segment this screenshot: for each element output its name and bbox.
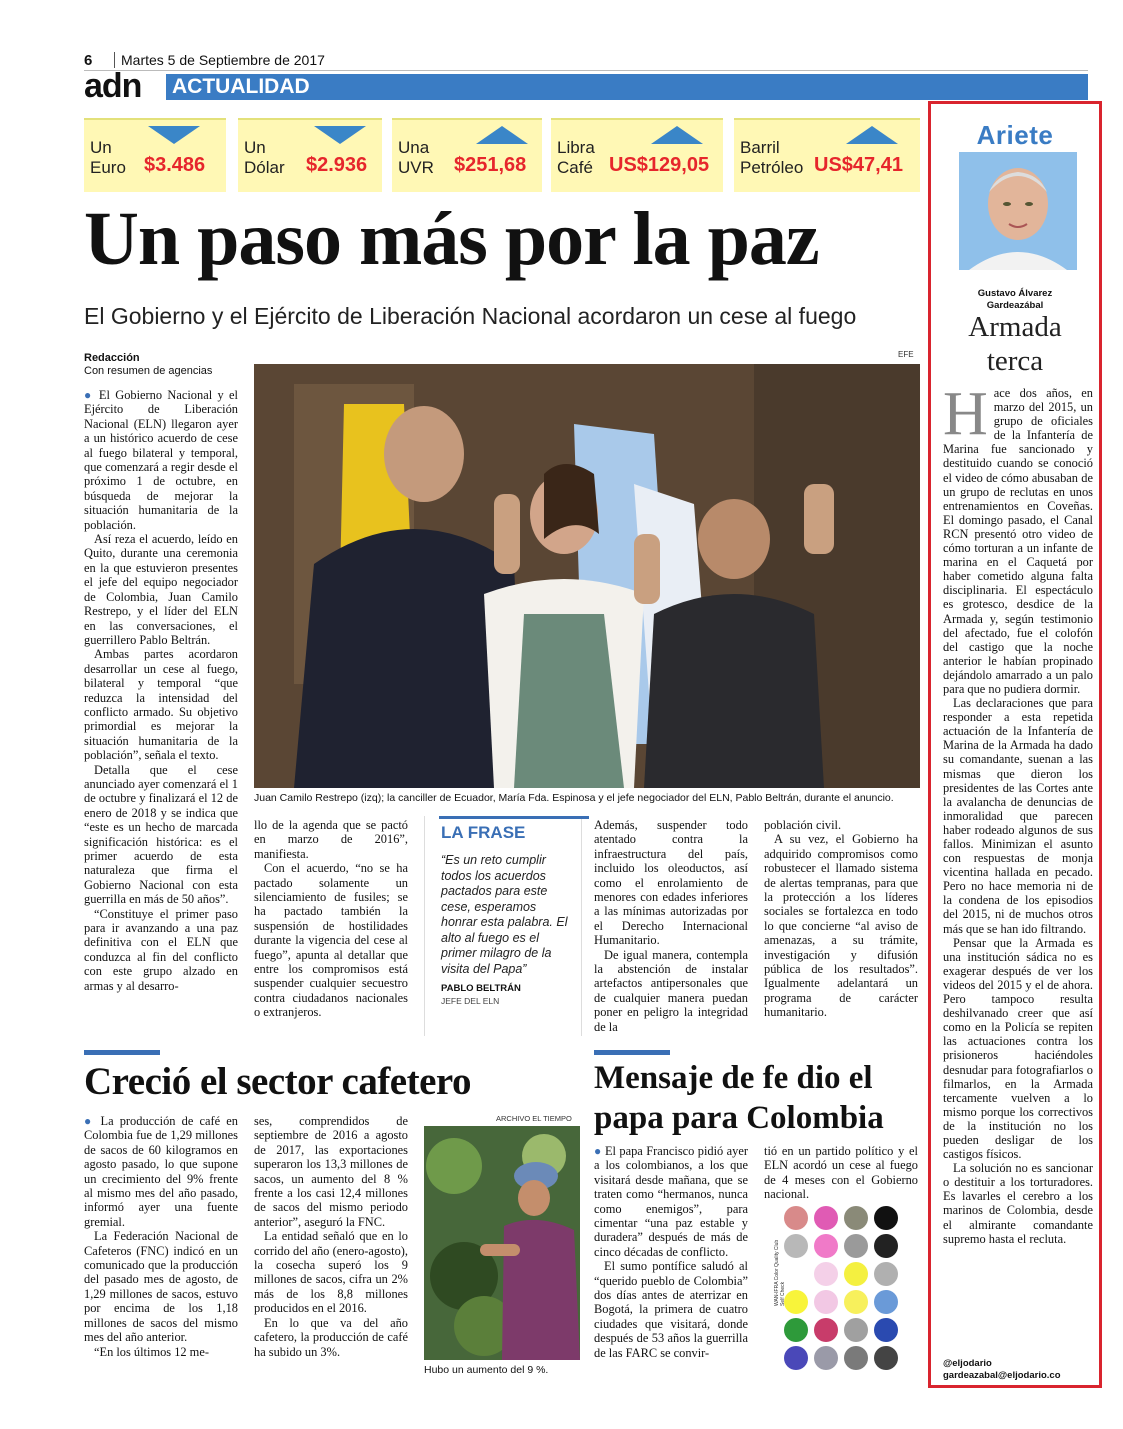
- color-chip: [784, 1318, 808, 1342]
- pope-headline: Mensaje de fe dio el papa para Colombia: [594, 1060, 884, 1136]
- paragraph: ses, comprendidos de septiembre de 2016 a agosto de 2017, las exportaciones superaron los 13,3 millones de sacos, un aumento del 8 % frente a los casi 12,4 millones de sacos del mismo periodo anterior”, aseguró la FNC.: [254, 1114, 408, 1229]
- coffee-col2: [254, 1114, 408, 1384]
- main-article-col4: [764, 818, 918, 1038]
- paragraph: El papa Francisco pidió ayer a los colombianos, a los que visitará desde mañana, que se traten como “hermanos, nunca como enemigos”, para cimentar “una paz estable y duradera” después de más de cinco décadas de conflicto.: [594, 1144, 748, 1259]
- author-name-line1: Gustavo Álvarez: [977, 288, 1053, 299]
- coffee-photo-credit: ARCHIVO EL TIEMPO: [496, 1114, 572, 1123]
- ticker-dolar: [238, 118, 382, 192]
- color-chip: [814, 1346, 838, 1370]
- color-chip: [874, 1234, 898, 1258]
- quote-author: PABLO BELTRÁN: [441, 983, 521, 994]
- paragraph: Con el acuerdo, “no se ha pactado solamente un silenciamiento de fusiles; se ha pactado también la suspensión de hostilidades durante la vigencia del cese al fuego”, apunta al detallar que entre los compromisos está suspender cualquier secuestro contra ciudadanos nacionales o extranjeros.: [254, 861, 408, 1020]
- ticker-label1: Un: [90, 138, 112, 157]
- color-chip: [844, 1206, 868, 1230]
- color-chip: [844, 1262, 868, 1286]
- ticker-label2: Petróleo: [740, 158, 804, 177]
- paragraph: La producción de café en Colombia fue de 1,29 millones de sacos de 60 kilogramos en agosto pasado, lo que supone un crecimiento del 9% frente al mismo mes del año pasado, informó ayer una fuente gremial.: [84, 1114, 238, 1229]
- trend-up-icon: [651, 126, 703, 144]
- ticker-label2: Café: [557, 158, 593, 177]
- ticker-label2: UVR: [398, 158, 434, 177]
- paragraph: Además, suspender todo atentado contra la infraestructura del país, incluido los oleoductos, así como el enrolamiento de menores con edades inferiores a las mínimas autorizadas por el Derecho Internacional Humanitario.: [594, 818, 748, 948]
- color-chip: [844, 1234, 868, 1258]
- opinion-column-frame: [928, 101, 1102, 1388]
- ticker-label2: Euro: [90, 158, 126, 177]
- ticker-value: $3.486: [144, 154, 206, 176]
- column-name: Ariete: [976, 120, 1054, 150]
- paragraph: A su vez, el Gobierno ha adquirido compromisos como robustecer el llamado sistema de alertas tempranas, para que la protección a los líderes sociales se fortalezca en todo lo que concierne “al aviso de amenazas, a su trámite, investigación y difusión pública de los resultados”. Igualmente adelantará un programa de carácter humanitario.: [764, 832, 918, 1020]
- page-date: Martes 5 de Septiembre de 2017: [114, 52, 325, 68]
- ticker-value: US$47,41: [814, 154, 903, 176]
- color-chip: [814, 1290, 838, 1314]
- paragraph: llo de la agenda que se pactó en marzo de 2016”, manifiesta.: [254, 818, 408, 861]
- ticker-label2: Dólar: [244, 158, 285, 177]
- byline-note: Con resumen de agencias: [84, 365, 213, 377]
- color-chip: [844, 1318, 868, 1342]
- color-chip: [814, 1206, 838, 1230]
- trend-down-icon: [314, 126, 366, 144]
- quote-title: LA FRASE: [441, 823, 526, 842]
- paragraph: La entidad señaló que en lo corrido del año (enero-agosto), la cosecha superó los 9 millones de sacos, cifra un 2% más de los 8,8 millones producidos en el 2016.: [254, 1229, 408, 1316]
- coffee-photo: [424, 1126, 580, 1360]
- color-chip: [874, 1206, 898, 1230]
- main-subhead: El Gobierno y el Ejército de Liberación Nacional acordaron un cese al fuego: [84, 303, 857, 329]
- paragraph: población civil.: [764, 818, 842, 832]
- trend-down-icon: [148, 126, 200, 144]
- quote-rule: [439, 816, 589, 819]
- ticker-label1: Un: [244, 138, 266, 157]
- paragraph: “En los últimos 12 me-: [94, 1344, 209, 1359]
- author-photo: [959, 152, 1077, 270]
- quote-text: “Es un reto cumplir todos los acuerdos pactados para este cese, esperamos honrar esta palabra. El alto al fuego es el primer milagro de la visita del Papa”: [441, 853, 568, 976]
- main-article-col2: [254, 818, 408, 1038]
- author-portrait-illustration: [959, 152, 1077, 270]
- paragraph: El Gobierno Nacional y el Ejército de Liberación Nacional (ELN) llegaron ayer a un histórico acuerdo de cese al fuego bilateral y temporal, que comenzará a regir desde el próximo 1 de octubre, en búsqueda de mejorar la situación humanitaria de la población.: [84, 388, 238, 532]
- author-name-line2: Gardeazábal: [986, 300, 1044, 311]
- ticker-uvr: [392, 118, 542, 192]
- color-chip: [814, 1262, 838, 1286]
- color-quality-strip: [774, 1206, 906, 1374]
- paragraph: Así reza el acuerdo, leído en Quito, durante una ceremonia en la que estuvieron presentes el jefe del equipo negociador de Colombia, Juan Camilo Restrepo, y el líder del ELN en las conversaciones, el guerrillero Pablo Beltrán.: [84, 532, 238, 647]
- ticker-euro: [84, 118, 226, 192]
- pope-section-rule: [594, 1050, 670, 1055]
- coffee-farmer-illustration: [424, 1126, 580, 1360]
- paragraph: Pensar que la Armada es una institución sádica no es exagerar después de ver los videos del 2015 y el de ahora. Pero tampoco resulta deshilvanado creer que así como en la Policía se repiten las actuaciones contra los prisioneros haciéndoles desnudar para fotografiarlos o filmarlos, en la Armada tercamente vuelven a lo mismo porque los correctivos de la institución no los pueden desligar de los castigos físicos.: [943, 935, 1093, 1162]
- color-chip: [784, 1290, 808, 1314]
- color-chip: [814, 1318, 838, 1342]
- color-chip: [784, 1346, 808, 1370]
- main-photo-caption: Juan Camilo Restrepo (izq); la canciller de Ecuador, María Fda. Espinosa y el jefe negociador del ELN, Pablo Beltrán, durante el anuncio.: [254, 792, 894, 804]
- section-title: ACTUALIDAD: [172, 75, 310, 98]
- ticker-label1: Barril: [740, 138, 780, 157]
- main-headline: Un paso más por la paz: [84, 197, 819, 281]
- adn-logo: adn: [84, 67, 142, 105]
- color-chip: [784, 1234, 808, 1258]
- pope-col1: [594, 1144, 748, 1384]
- main-article-col1: [84, 388, 238, 1052]
- paragraph: En lo que va del año cafetero, la producción de café ha subido un 3%.: [254, 1315, 408, 1359]
- column-title-line2: terca: [986, 345, 1044, 377]
- column-body: [943, 386, 1093, 1346]
- main-photo: [254, 364, 920, 788]
- color-chip: [814, 1234, 838, 1258]
- paragraph: tió en un partido político y el ELN acordó un cese al fuego de 4 meses con el Gobierno nacional.: [764, 1144, 918, 1202]
- bullet-dot-icon: ●: [84, 1114, 95, 1128]
- ticker-value: $251,68: [454, 154, 527, 176]
- paragraph: ace dos años, en marzo del 2015, un grupo de oficiales de la Infantería de Marina fue sancionado y destituido cuando se conoció el video de cómo abusaban de un grupo de reclutas en unos entrenamientos en Coveñas. El domingo pasado, el Canal RCN presentó otro video de cómo torturan a un infante de marina en el Caquetá por haber cometido alguna falta disciplinaria. El espectáculo es grotesco, desdice de la Armada y, según testimonio del afectado, fue el colofón del castigo que la noche anterior le habían propinado dejándolo amarrado a un palo para que no pudiera dormir.: [943, 386, 1093, 696]
- column-title-line1: Armada: [968, 311, 1062, 343]
- bullet-dot-icon: ●: [594, 1144, 602, 1158]
- bullet-dot-icon: ●: [84, 388, 94, 402]
- paragraph: De igual manera, contempla la abstención de instalar artefactos antipersonales que de cualquier manera puedan poner en peligro la integridad de la: [594, 947, 748, 1034]
- paragraph: La Federación Nacional de Cafeteros (FNC) indicó en un comunicado que la producción del pasado mes de agosto, de 1,29 millones de sacos, estuvo por encima de los 1,18 millones de sacos del mismo mes del año anterior.: [84, 1229, 238, 1345]
- ticker-value: $2.936: [306, 154, 368, 176]
- color-quality-label: WAN-IFRA Color Quality Club Self Check: [774, 1239, 786, 1306]
- trend-up-icon: [846, 126, 898, 144]
- page-header: [84, 52, 1088, 71]
- paragraph: La solución no es sancionar o destituir a los torturadores. Es lavarles el cerebro a los marinos de Colombia, desde el almirante comandante supremo hasta el recluta.: [943, 1161, 1093, 1246]
- pope-col2: [764, 1144, 918, 1204]
- drop-cap: H: [943, 386, 988, 448]
- page-number: 6: [84, 52, 93, 69]
- coffee-headline: Creció el sector cafetero: [84, 1060, 472, 1103]
- color-chip: [874, 1290, 898, 1314]
- main-article-col3: [594, 818, 748, 1038]
- color-chip: [844, 1346, 868, 1370]
- quote-box: [424, 816, 582, 1036]
- color-chip: [874, 1346, 898, 1370]
- paragraph: “Constituye el primer paso para ir avanzando a una paz definitiva con el ELN que conduzca al fin del conflicto con este grupo alzado en armas y al desarro-: [84, 906, 238, 993]
- byline: Redacción: [84, 352, 140, 364]
- author-email: gardeazabal@eljodario.co: [943, 1370, 1061, 1381]
- ticker-label1: Libra: [557, 138, 595, 157]
- ticker-petroleo: [734, 118, 920, 192]
- trend-up-icon: [476, 126, 528, 144]
- paragraph: Las declaraciones que para responder a esta repetida actuación de la Infantería de Marina de la Armada ha dado su comandante, suenan a las mismas que dieron los presidentes de las Cortes ante la avalancha de denuncias de inmoralidad que parecen haber rodeado algunos de sus fallos. Minimizan el asunto con respuestas de monja vicentina hallada en pecado. Pero no hace memoria ni de la condena de los episodios del 2015, ni de muchos otros más que se han ido filtrando.: [943, 696, 1093, 936]
- color-chip: [874, 1318, 898, 1342]
- author-handle: @eljodario: [943, 1358, 992, 1369]
- photo-credit: EFE: [898, 350, 914, 359]
- quote-role: JEFE DEL ELN: [441, 996, 500, 1006]
- color-chip: [844, 1290, 868, 1314]
- section-bar: [166, 74, 1088, 100]
- paragraph: El sumo pontífice saludó al “querido pueblo de Colombia” dos días antes de aterrizar en Bogotá, la primera de cuatro ciudades que visitará, donde después de 53 años la guerrilla de las FARC se convir-: [594, 1259, 748, 1360]
- color-chip: [874, 1262, 898, 1286]
- ceremony-photo-illustration: [254, 364, 920, 788]
- coffee-photo-caption: Hubo un aumento del 9 %.: [424, 1364, 549, 1376]
- coffee-section-rule: [84, 1050, 160, 1055]
- ticker-label1: Una: [398, 138, 430, 157]
- paragraph: Ambas partes acordaron desarrollar un cese al fuego, bilateral y temporal “que reduzca la intensidad del conflicto armado. Su objetivo primordial es mejorar la situación humanitaria de la población”, señala el texto.: [84, 647, 238, 763]
- paragraph: Detalla que el cese anunciado ayer comenzará el 1 de octubre y finalizará el 12 de enero de 2018 y se indica que “este es un hecho de marcada significación histórica: es el primer acuerdo de esta naturaleza que firma el Gobierno Nacional con esta guerrilla en más de 50 años”.: [84, 762, 238, 907]
- ticker-value: US$129,05: [609, 154, 710, 176]
- color-chip: [784, 1206, 808, 1230]
- coffee-col1: [84, 1114, 238, 1384]
- ticker-cafe: [551, 118, 723, 192]
